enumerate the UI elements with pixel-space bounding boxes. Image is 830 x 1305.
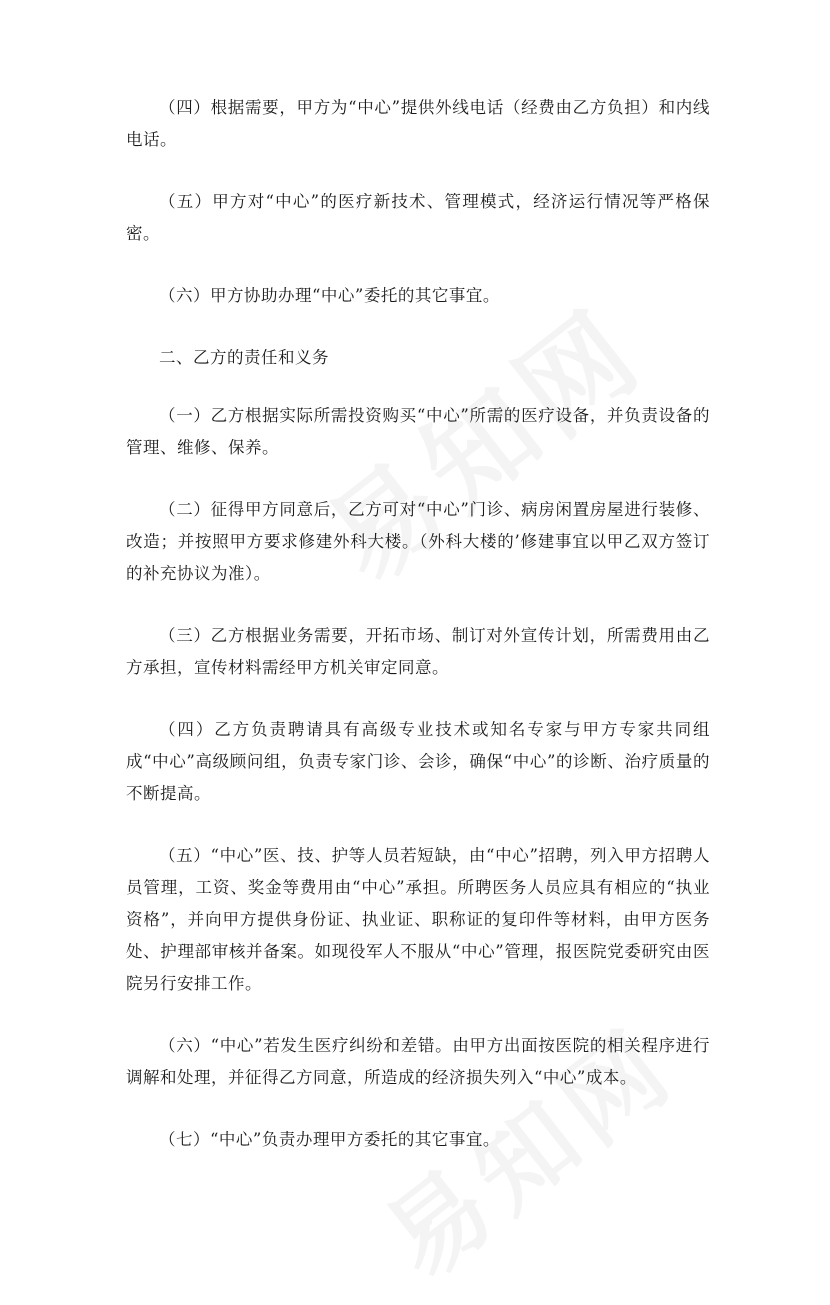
paragraph: （四）乙方负责聘请具有高级专业技术或知名专家与甲方专家共同组成“中心”高级顾问组，负责专家门诊、会诊，确保“中心”的诊断、治疗质量的不断提高。 [126, 720, 710, 803]
paragraph: （一）乙方根据实际所需投资购买“中心”所需的医疗设备，并负责设备的管理、维修、保养。 [126, 406, 710, 457]
section-heading: 二、乙方的责任和义务 [159, 348, 329, 367]
paragraph: （五）甲方对“中心”的医疗新技术、管理模式，经济运行情况等严格保密。 [126, 192, 710, 243]
paragraph: （二）征得甲方同意后，乙方可对“中心”门诊、病房闲置房屋进行装修、改造；并按照甲方要求修建外科大楼。（外科大楼的’修建事宜以甲乙双方签订的补充协议为准）。 [126, 500, 710, 583]
paragraph: （五）“中心”医、技、护等人员若短缺，由“中心”招聘，列入甲方招聘人员管理，工资、奖金等费用由“中心”承担。所聘医务人员应具有相应的“执业资格”，并向甲方提供身份证、执业证、职称证的复印件等材料，由甲方医务处、护理部审核并备案。如现役军人不服从“中心”管理，报医院党委研究由医院另行安排工作。 [126, 846, 710, 993]
paragraph: （七）“中心”负责办理甲方委托的其它事宜。 [159, 1130, 500, 1149]
paragraph: （四）根据需要，甲方为“中心”提供外线电话（经费由乙方负担）和内线电话。 [126, 98, 710, 149]
paragraph: （三）乙方根据业务需要，开拓市场、制订对外宣传计划，所需费用由乙方承担，宣传材料需经甲方机关审定同意。 [126, 626, 710, 677]
paragraph: （六）甲方协助办理“中心”委托的其它事宜。 [159, 286, 500, 305]
paragraph: （六）“中心”若发生医疗纠纷和差错。由甲方出面按医院的相关程序进行调解和处理，并征得乙方同意，所造成的经济损失列入“中心”成本。 [126, 1036, 710, 1087]
document-body [126, 92, 710, 1186]
